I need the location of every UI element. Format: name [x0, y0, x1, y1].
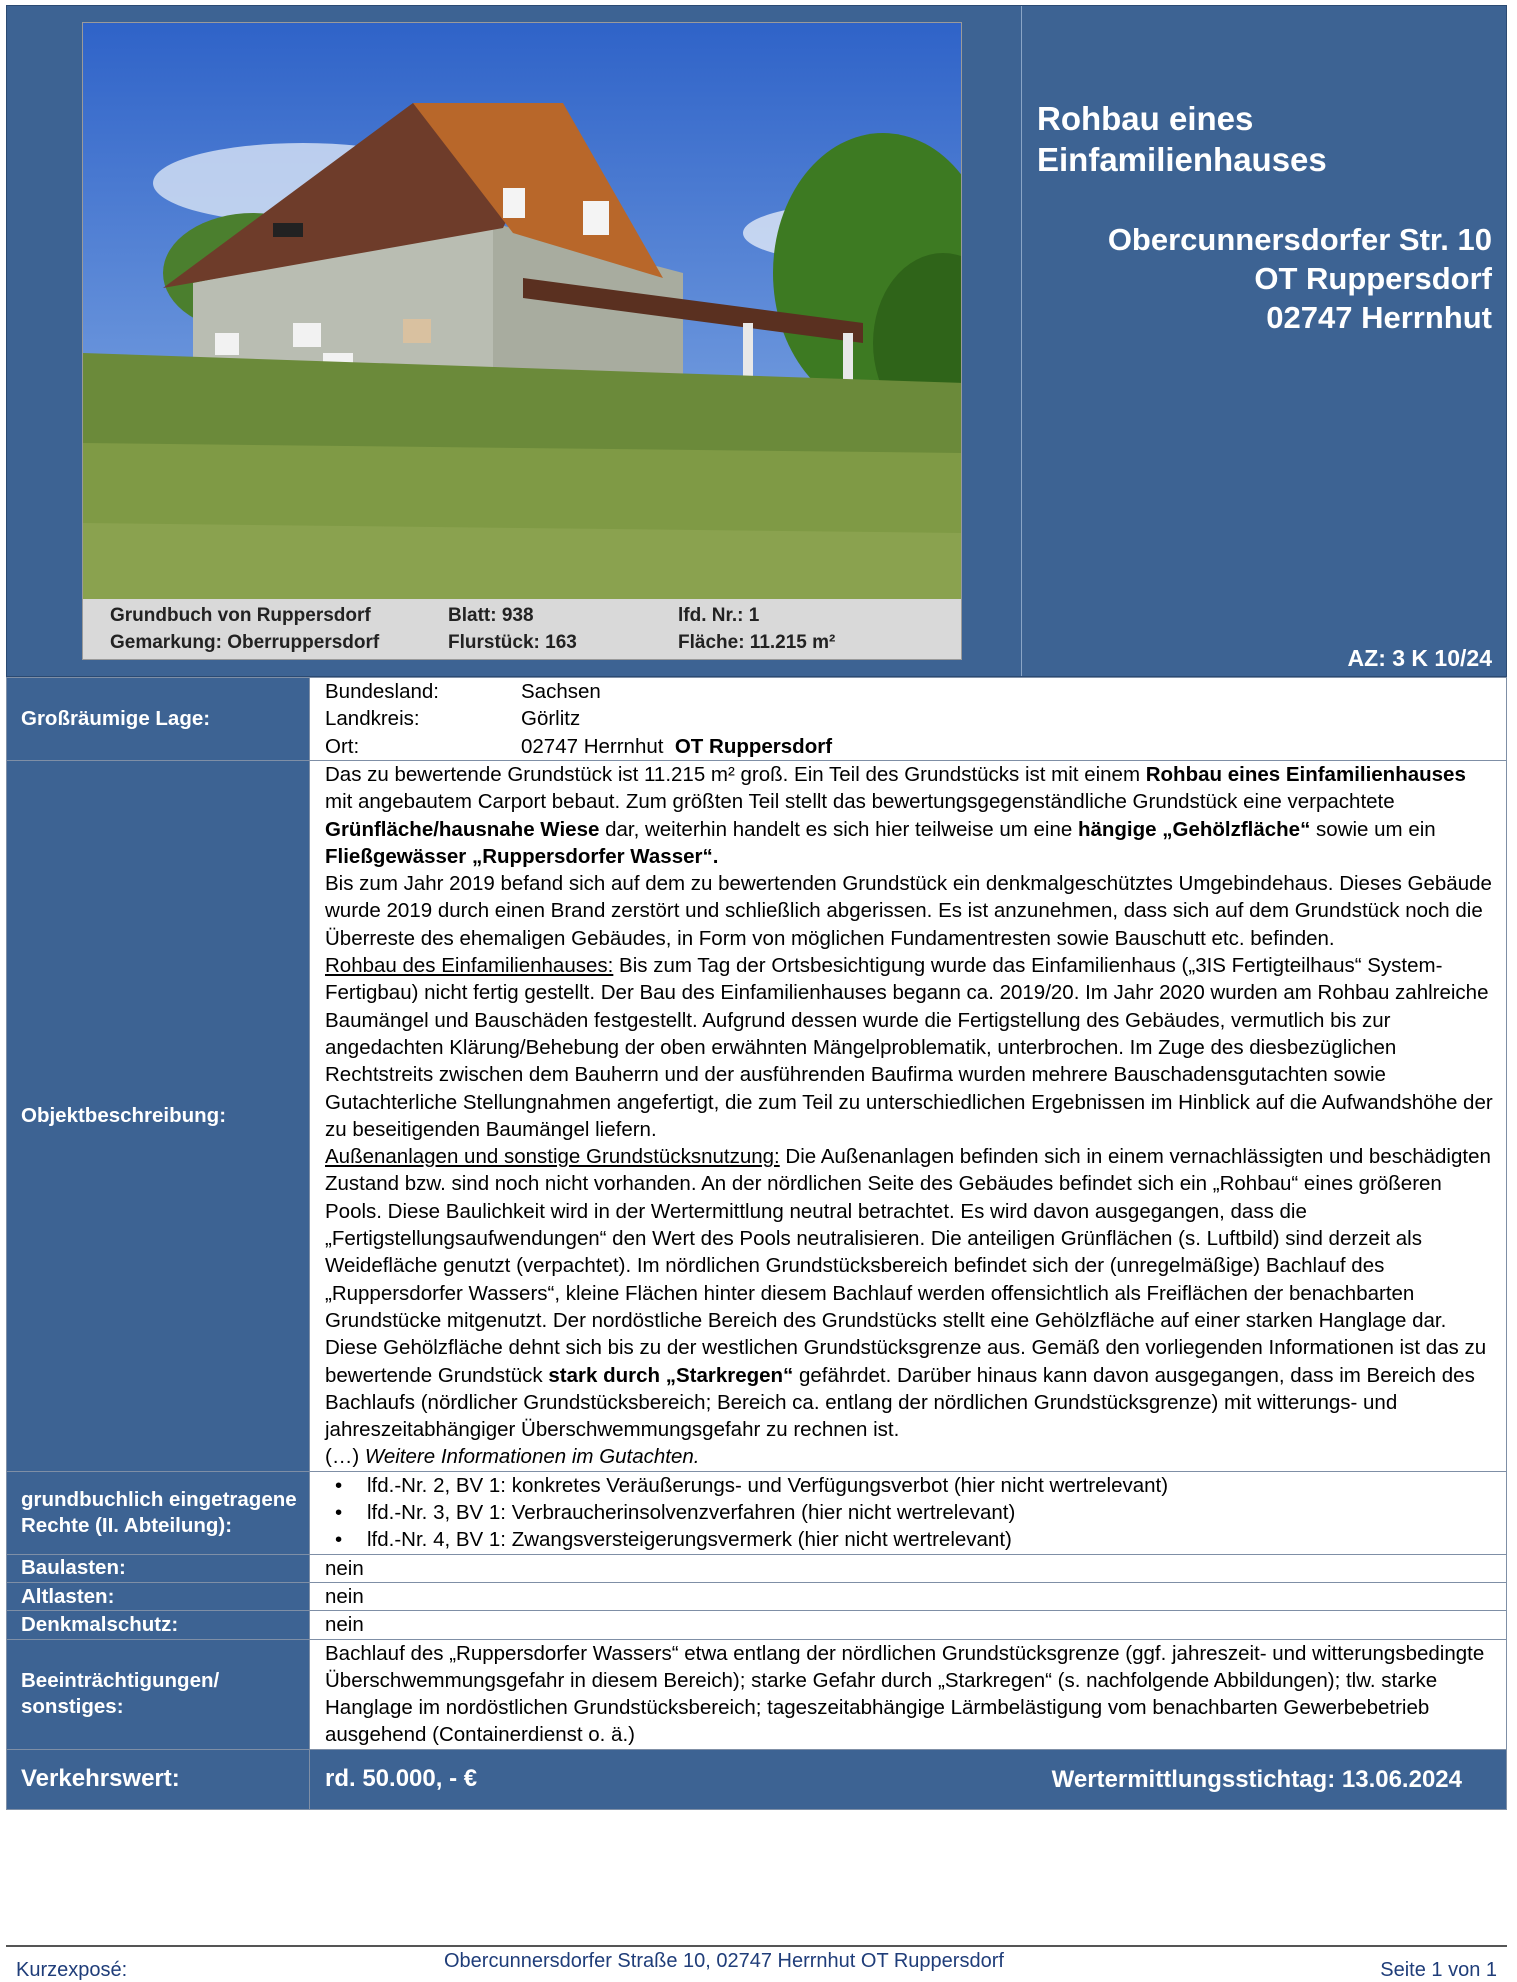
key-bundesland: Bundesland: — [325, 680, 439, 703]
objekt-p4-bold: stark durch „Starkregen“ — [548, 1363, 794, 1387]
objekt-p4-text-c: gefährdet. Darüber hinaus kann davon ausgegangen, dass im Bereich des Bachlaufs (nördlicher Grundstücksbereich; Bereich ca. entlang der nördlichen Grundstücksgrenze) mit witterungs- und jahreszeitabhängiger Überschwemmungsgefahr zu rechnen ist. — [325, 1363, 1475, 1442]
value-lage — [310, 678, 1507, 761]
objekt-paragraph-2: Bis zum Jahr 2019 befand sich auf dem zu bewertenden Grundstück ein denkmalgeschütztes Umgebindehaus. Dieses Gebäude wurde 2019 durch einen Brand zerstört und schließlich abgerissen. Es ist anzunehmen, dass sich auf dem Grundstück noch die Überreste des ehemaligen Gebäudes, in Form von möglichen Fundamentresten sowie Bauschutt etc. befinden. — [325, 872, 1492, 950]
value-bundesland: Sachsen — [521, 680, 601, 703]
objekt-p1-text-a: Das zu bewertende Grundstück ist 11.215 m² groß. Ein Teil des Grundstücks ist mit einem — [325, 763, 1146, 786]
objekt-p3-heading: Rohbau des Einfamilienhauses: — [325, 954, 614, 978]
value-objektbeschreibung — [310, 761, 1507, 1472]
row-rechte — [7, 1471, 1507, 1554]
ort-district: OT Ruppersdorf — [674, 734, 833, 758]
value-baulasten: nein — [310, 1554, 1507, 1582]
objekt-p4-heading: Außenanlagen und sonstige Grundstücksnutzung: — [325, 1145, 780, 1169]
footer-label: Kurzexposé: — [16, 1959, 128, 1981]
value-rechte — [310, 1471, 1507, 1554]
label-verkehrswert: Verkehrswert: — [7, 1749, 310, 1809]
objekt-p1-text-e: dar, weiterhin handelt es sich hier teilweise um eine — [599, 817, 1078, 841]
label-rechte: grundbuchlich eingetragene Rechte (II. Abteilung): — [7, 1471, 310, 1554]
expose-sheet — [6, 5, 1507, 1810]
row-altlasten — [7, 1582, 1507, 1610]
caption-gemarkung: Gemarkung: Oberruppersdorf — [110, 632, 380, 653]
objekt-p3-text: Bis zum Tag der Ortsbesichtigung wurde das Einfamilienhaus („3IS Fertigteilhaus“ System-Fertigbau) nicht fertig gestellt. Der Bau des Einfamilienhauses begann ca. 2019/20. Im Jahr 2020 wurden am Rohbau zahlreiche Baumängel und Bauschäden festgestellt. Aufgrund dessen wurde die Fertigstellung des Gebäudes, vermutlich bis zur angedachten Klärung/Behebung der oben erwähnten Mängelproblematik, unterbrochen. Im Zuge des diesbezüglichen Rechtstreits zwischen dem Bauherrn und der ausführenden Baufirma wurden mehrere Bauschadensgutachten sowie Gutachterliche Stellungnahmen angefertigt, die zum Teil zu unterschiedlichen Ergebnissen im Hinblick auf die Aufwandshöhe der zu beseitigenden Baumängel liefern. — [325, 954, 1493, 1141]
object-title: Rohbau eines Einfamilienhauses — [1037, 100, 1327, 178]
title-block — [1037, 98, 1492, 337]
objekt-paragraph-4 — [325, 1143, 1498, 1443]
value-verkehrswert — [310, 1749, 1507, 1809]
objekt-paragraph-5 — [325, 1443, 1498, 1470]
value-denkmalschutz: nein — [310, 1611, 1507, 1639]
address-district: OT Ruppersdorf — [1254, 261, 1492, 296]
key-ort: Ort: — [325, 734, 360, 758]
caption-grundbuch: Grundbuch von Ruppersdorf — [110, 605, 371, 626]
address-city: 02747 Herrnhut — [1266, 300, 1492, 335]
label-baulasten: Baulasten: — [7, 1554, 310, 1582]
row-lage — [7, 678, 1507, 761]
property-details-table — [6, 677, 1507, 1810]
key-landkreis: Landkreis: — [325, 707, 420, 731]
objekt-p1-bold-h: Fließgewässer „Ruppersdorfer Wasser“. — [325, 844, 719, 868]
header-panel — [6, 5, 1507, 677]
footer-page-number: Seite 1 von 1 — [1380, 1959, 1497, 1981]
value-landkreis: Görlitz — [521, 707, 581, 731]
row-verkehrswert — [7, 1749, 1507, 1809]
row-objektbeschreibung — [7, 761, 1507, 1472]
rights-item: • lfd.-Nr. 3, BV 1: Verbraucherinsolvenzverfahren (hier nicht wertrelevant) — [347, 1499, 1498, 1526]
header-divider — [1021, 6, 1022, 676]
objekt-p1-bold-d: Grünfläche/hausnahe Wiese — [325, 817, 600, 841]
label-lage: Großräumige Lage: — [7, 678, 310, 761]
value-ort — [521, 733, 832, 760]
label-altlasten: Altlasten: — [7, 1582, 310, 1610]
footer-address: Obercunnersdorfer Straße 10, 02747 Herrnhut OT Ruppersdorf — [444, 1950, 1004, 1972]
photo-caption — [83, 599, 961, 659]
objekt-p1-text-c: mit angebautem Carport bebaut. Zum größten Teil stellt das bewertungsgegenständliche Grundstück eine verpachtete — [325, 790, 1395, 814]
address-street: Obercunnersdorfer Str. 10 — [1107, 222, 1492, 257]
objekt-paragraph-1 — [325, 761, 1498, 870]
value-beeintraechtigungen: Bachlauf des „Ruppersdorfer Wassers“ etwa entlang der nördlichen Grundstücksgrenze (ggf. jahreszeit- und witterungsbedingte Überschwemmungsgefahr in diesem Bereich); starke Gefahr durch „Starkregen“ (s. nachfolgende Abbildungen); tlw. starke Hanglage im nordöstlichen Grundstücksbereich; tageszeitabhängige Lärmbelästigung vom benachbarten Gewerbebetrieb ausgehend (Containerdienst o. ä.) — [310, 1639, 1507, 1749]
label-objektbeschreibung: Objektbeschreibung: — [7, 761, 310, 1472]
objekt-paragraph-3 — [325, 952, 1498, 1143]
label-beeintraechtigungen: Beeinträchtigungen/ sonstiges: — [7, 1639, 310, 1749]
wertermittlungsstichtag: Wertermittlungsstichtag: 13.06.2024 — [1051, 1765, 1462, 1793]
objekt-p5-more-info: Weitere Informationen im Gutachten. — [364, 1445, 700, 1469]
label-denkmalschutz: Denkmalschutz: — [7, 1611, 310, 1639]
row-beeintraechtigungen — [7, 1639, 1507, 1749]
case-number: AZ: 3 K 10/24 — [1347, 645, 1492, 671]
house-photo-illustration — [83, 23, 962, 601]
value-altlasten: nein — [310, 1582, 1507, 1610]
row-denkmalschutz — [7, 1611, 1507, 1639]
objekt-p1-bold-b: Rohbau eines Einfamilienhauses — [1145, 763, 1466, 786]
object-address — [1037, 220, 1492, 337]
ort-city: 02747 Herrnhut — [521, 734, 670, 758]
caption-flurstueck: Flurstück: 163 — [448, 632, 577, 653]
page-footer — [6, 1945, 1507, 1981]
caption-flaeche: Fläche: 11.215 m² — [678, 632, 836, 653]
caption-blatt: Blatt: 938 — [448, 605, 534, 626]
objekt-p4-text-a: Die Außenanlagen befinden sich in einem vernachlässigten und beschädigten Zustand bzw. sind noch nicht vorhanden. An der nördlichen Seite des Gebäudes befindet sich ein „Rohbau“ eines größeren Pools. Diese Baulichkeit wird in der Wertermittlung neutral betrachtet. Es wird davon ausgegangen, dass die „Fertigstellungsaufwendungen“ den Wert des Pools neutralisieren. Die anteiligen Grünflächen (s. Luftbild) sind derzeit als Weidefläche genutzt (verpachtet). Im nördlichen Grundstücksbereich befindet sich der (unregelmäßige) Bachlauf des „Ruppersdorfer Wassers“, kleine Flächen hinter diesem Bachlauf werden offensichtlich als Freiflächen der benachbarten Grundstücke mitgenutzt. Der nordöstliche Bereich des Grundstücks stellt eine Gehölzfläche auf einer starken Hanglage dar. Diese Gehölzfläche dehnt sich bis zu der westlichen Grundstücksgrenze aus. Gemäß den vorliegenden Informationen ist das zu bewertende Grundstück — [325, 1145, 1491, 1387]
rights-list — [325, 1472, 1498, 1554]
objekt-p1-bold-f: hängige „Gehölzfläche“ — [1077, 817, 1311, 841]
objekt-p1-text-g: sowie um ein — [1310, 817, 1436, 841]
objekt-p5-ellipsis: (…) — [325, 1445, 365, 1469]
row-baulasten — [7, 1554, 1507, 1582]
rights-item: • lfd.-Nr. 2, BV 1: konkretes Veräußerungs- und Verfügungsverbot (hier nicht wertrelevant) — [347, 1472, 1498, 1499]
caption-lfd-nr: lfd. Nr.: 1 — [678, 605, 760, 626]
rights-item: • lfd.-Nr. 4, BV 1: Zwangsversteigerungsvermerk (hier nicht wertrelevant) — [347, 1526, 1498, 1553]
verkehrswert-amount: rd. 50.000, - € — [325, 1765, 478, 1793]
property-photo — [82, 22, 962, 660]
